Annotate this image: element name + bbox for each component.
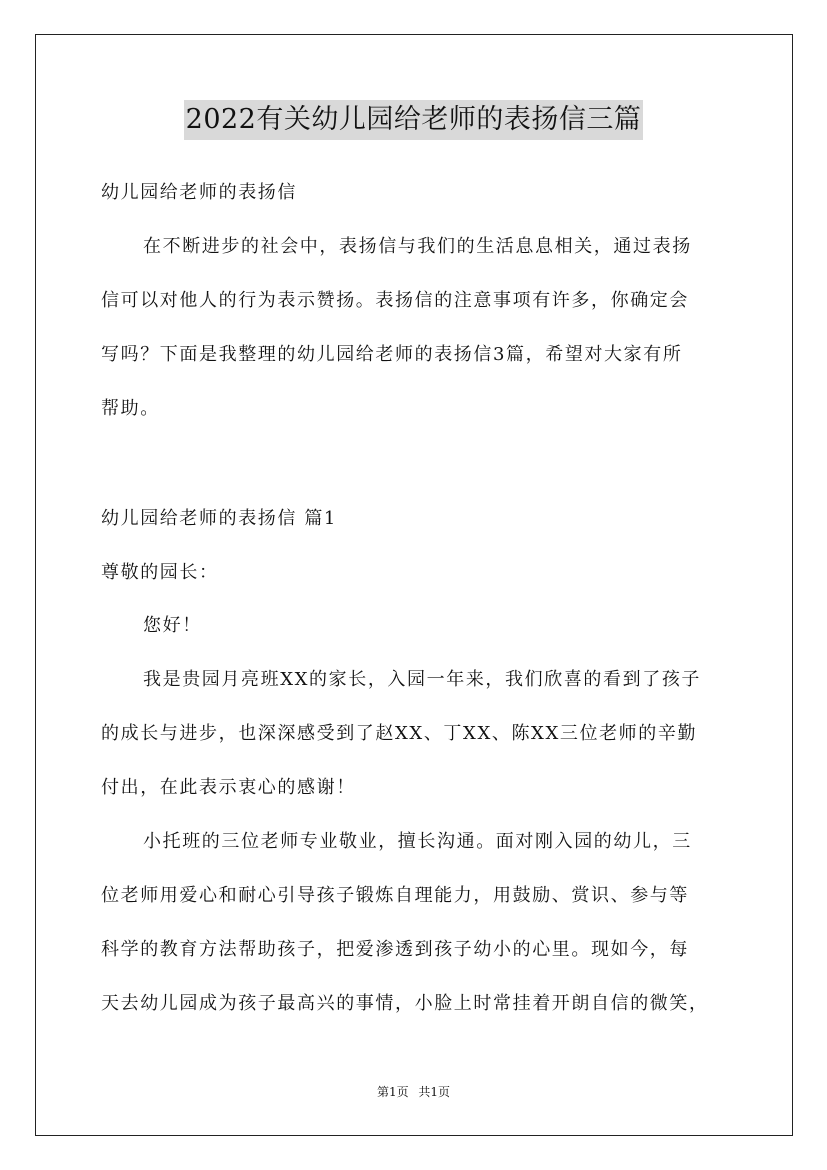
page-number: 第1页: [376, 1085, 409, 1099]
salutation: 尊敬的园长：: [101, 562, 219, 583]
para2-line-2: 位老师用爱心和耐心引导孩子锻炼自理能力，用鼓励、赏识、参与等: [101, 885, 689, 906]
total-pages: 共1页: [418, 1085, 451, 1099]
section-heading: 幼儿园给老师的表扬信 篇1: [101, 508, 337, 529]
document-subtitle: 幼儿园给老师的表扬信: [101, 182, 297, 203]
para2-line-3: 科学的教育方法帮助孩子，把爱渗透到孩子幼小的心里。现如今，每: [101, 939, 689, 960]
greeting: 您好！: [143, 615, 202, 636]
intro-line-1: 在不断进步的社会中，表扬信与我们的生活息息相关，通过表扬: [143, 236, 692, 257]
title-container: [0, 100, 827, 140]
intro-line-4: 帮助。: [101, 398, 160, 419]
para2-line-1: 小托班的三位老师专业敬业，擅长沟通。面对刚入园的幼儿，三: [143, 831, 692, 852]
document-title: 2022有关幼儿园给老师的表扬信三篇: [184, 100, 644, 140]
intro-line-3: 写吗？下面是我整理的幼儿园给老师的表扬信3篇，希望对大家有所: [101, 344, 683, 365]
para1-line-2: 的成长与进步，也深深感受到了赵XX、丁XX、陈XX三位老师的辛勤: [101, 723, 698, 744]
para1-line-1: 我是贵园月亮班XX的家长，入园一年来，我们欣喜的看到了孩子: [143, 669, 702, 690]
page-footer: [0, 1084, 827, 1100]
para2-line-4: 天去幼儿园成为孩子最高兴的事情，小脸上时常挂着开朗自信的微笑，: [101, 993, 709, 1014]
intro-line-2: 信可以对他人的行为表示赞扬。表扬信的注意事项有许多，你确定会: [101, 290, 689, 311]
para1-line-3: 付出，在此表示衷心的感谢！: [101, 777, 356, 798]
